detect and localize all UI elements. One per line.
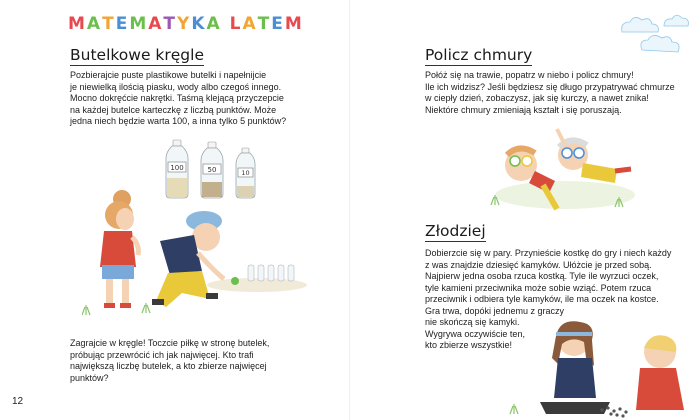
title-letter: T <box>163 14 178 34</box>
svg-text:100: 100 <box>170 164 184 172</box>
text-line: Mocno dokręćcie nakrętki. Taśmą klejącą przyczepcie <box>70 93 284 103</box>
text-line: na każdej butelce karteczkę z liczbą punktów. Może <box>70 104 277 115</box>
bowling-kids-illustration <box>82 175 322 325</box>
lying-kids-illustration <box>485 125 635 215</box>
stone-game-illustration <box>500 318 700 420</box>
text-line: w ciepły dzień, zobaczysz, jak się kurczy, a nawet znika! <box>425 93 649 103</box>
boy-figure <box>152 211 224 307</box>
text-line: je niewielką ilością piasku, wody albo czegoś innego. <box>70 81 282 92</box>
text-line: Gra trwa, dopóki jednemu z graczy <box>425 305 565 316</box>
text-line: Ile ich widzisz? Jeśli będziesz się długo przypatrywać chmurze <box>425 81 675 92</box>
text-line: Połóż się na trawie, popatrz w niebo i policz chmury! <box>425 70 634 80</box>
girl-sitting <box>540 321 610 414</box>
right-page <box>350 0 700 420</box>
text-line: Pozbierajcie puste plastikowe butelki i napełnijcie <box>70 70 267 80</box>
title-letter: A <box>206 14 222 34</box>
girl-figure <box>100 190 138 308</box>
title-letter: L <box>229 14 243 34</box>
title-letter: A <box>148 14 164 34</box>
text-line: z was znajdzie dziesięć kamyków. Ułóżcie je przed sobą. <box>425 259 652 270</box>
grass-tufts <box>510 404 518 414</box>
girl-lying <box>557 129 631 183</box>
chmury-text <box>425 70 675 116</box>
svg-text:10: 10 <box>241 169 250 177</box>
title-letter: E <box>271 14 285 34</box>
text-line: Zagrajcie w kręgle! Toczcie piłkę w stronę butelek, <box>70 338 270 348</box>
title-letter: T <box>257 14 272 34</box>
text-line: kto zbierze wszystkie! <box>425 340 513 350</box>
title-letter: Y <box>177 14 192 34</box>
text-line: Niektóre chmury zmieniają kształt i się poruszają. <box>425 104 622 115</box>
section-title-chmury: Policz chmury <box>425 46 533 64</box>
text-line: próbując przewrócić ich jak najwięcej. Kto trafi <box>70 349 254 360</box>
page-title <box>68 14 304 34</box>
title-letter <box>222 14 230 34</box>
svg-text:50: 50 <box>207 166 217 174</box>
ball-icon <box>231 277 239 285</box>
page-number: 12 <box>12 396 24 407</box>
title-letter: A <box>242 14 258 34</box>
grass-tufts <box>82 303 150 315</box>
title-letter: M <box>129 14 149 34</box>
boy-sitting <box>636 335 684 410</box>
title-letter: M <box>284 14 304 34</box>
text-line: Dobierzcie się w pary. Przynieście kostkę do gry i niech każdy <box>425 248 672 258</box>
title-letter: T <box>102 14 116 34</box>
section-title-kregle: Butelkowe kręgle <box>70 46 204 64</box>
section-title-zlodziej: Złodziej <box>425 222 486 240</box>
text-line: tyle kamieni przeciwnika może sobie wziąć. Potem rzuca <box>425 282 652 293</box>
text-line: jedna niech będzie warta 100, a inna tylko 5 punktów? <box>70 116 287 126</box>
text-line: Najpierw jedna osoba rzuca kostką. Tyle ile wyrzuci oczek, <box>425 271 659 281</box>
clouds-icon <box>612 10 692 60</box>
title-letter: E <box>115 14 130 34</box>
text-line: największą liczbę butelek, a kto zbierze najwięcej <box>70 361 267 371</box>
text-line: nie skończą się kamyki. <box>425 317 520 327</box>
text-line: punktów? <box>70 372 109 383</box>
text-line: Wygrywa oczywiście ten, <box>425 328 525 339</box>
title-letter: M <box>68 14 87 34</box>
kregle-bottom-text <box>70 338 269 384</box>
text-line: przeciwnik i odbiera tyle kamyków, ile ma oczek na kostce. <box>425 294 659 304</box>
kregle-intro-text <box>70 70 286 128</box>
title-letter: A <box>86 14 103 34</box>
title-letter: K <box>191 14 207 34</box>
